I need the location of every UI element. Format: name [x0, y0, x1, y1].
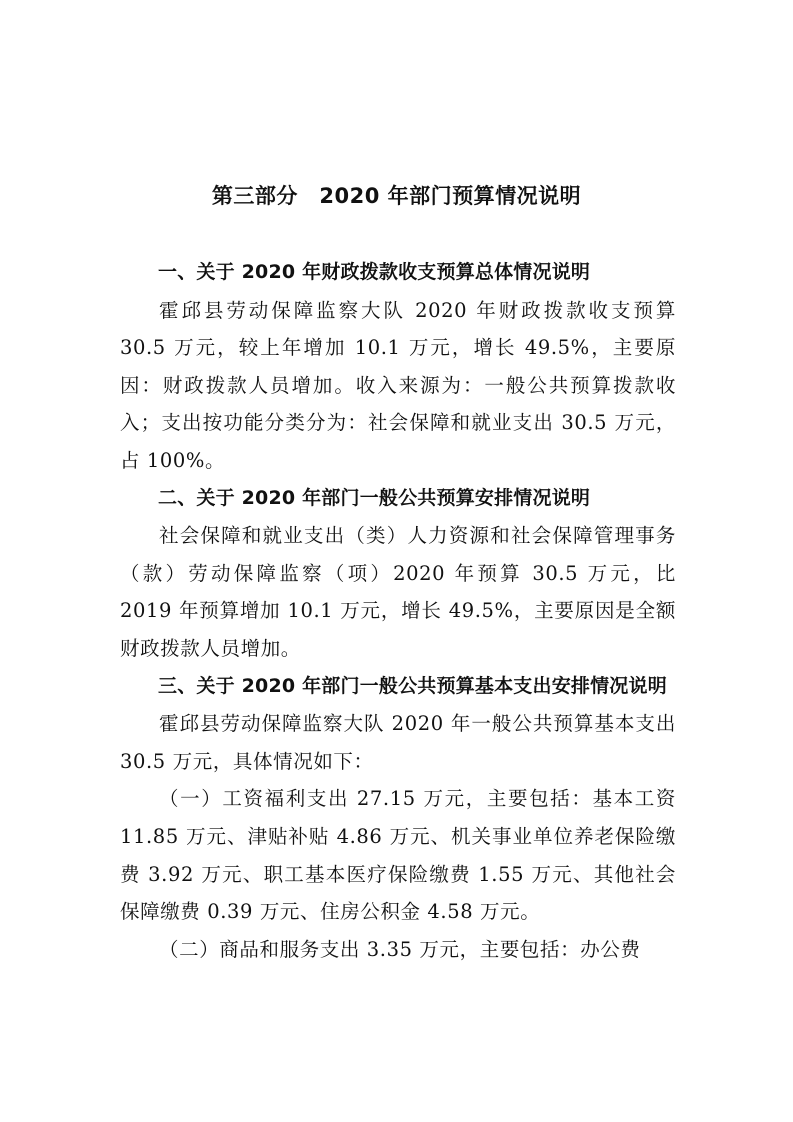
section-3-paragraph-1: 霍邱县劳动保障监察大队 2020 年一般公共预算基本支出 30.5 万元，具体情况如下：	[120, 712, 676, 773]
section-1-heading: 一、关于 2020 年财政拨款收支预算总体情况说明	[158, 261, 591, 283]
document-body	[120, 254, 676, 968]
section-3-paragraph-2: （一）工资福利支出 27.15 万元，主要包括：基本工资 11.85 万元、津贴补贴 4.86 万元、机关事业单位养老保险缴费 3.92 万元、职工基本医疗保险缴费 1.55 万元、其他社会保障缴费 0.39 万元、住房公积金 4.58 万元。	[120, 787, 676, 924]
section-2-heading: 二、关于 2020 年部门一般公共预算安排情况说明	[158, 486, 591, 509]
section-2-paragraph-1: 社会保障和就业支出（类）人力资源和社会保障管理事务（款）劳动保障监察（项）2020 年预算 30.5 万元，比 2019 年预算增加 10.1 万元，增长 49.5%，主要原因是全额财政拨款人员增加。	[120, 524, 676, 660]
section-1-paragraph-1: 霍邱县劳动保障监察大队 2020 年财政拨款收支预算 30.5 万元，较上年增加 10.1 万元，增长 49.5%，主要原因：财政拨款人员增加。收入来源为：一般公共预算拨款收入；支出按功能分类分为：社会保障和就业支出 30.5 万元，占 100%。	[120, 298, 676, 472]
section-3-paragraph-3: （二）商品和服务支出 3.35 万元，主要包括：办公费	[159, 937, 641, 961]
section-3-heading: 三、关于 2020 年部门一般公共预算基本支出安排情况说明	[158, 674, 667, 697]
page-title: 第三部分 2020 年部门预算情况说明	[211, 184, 582, 208]
